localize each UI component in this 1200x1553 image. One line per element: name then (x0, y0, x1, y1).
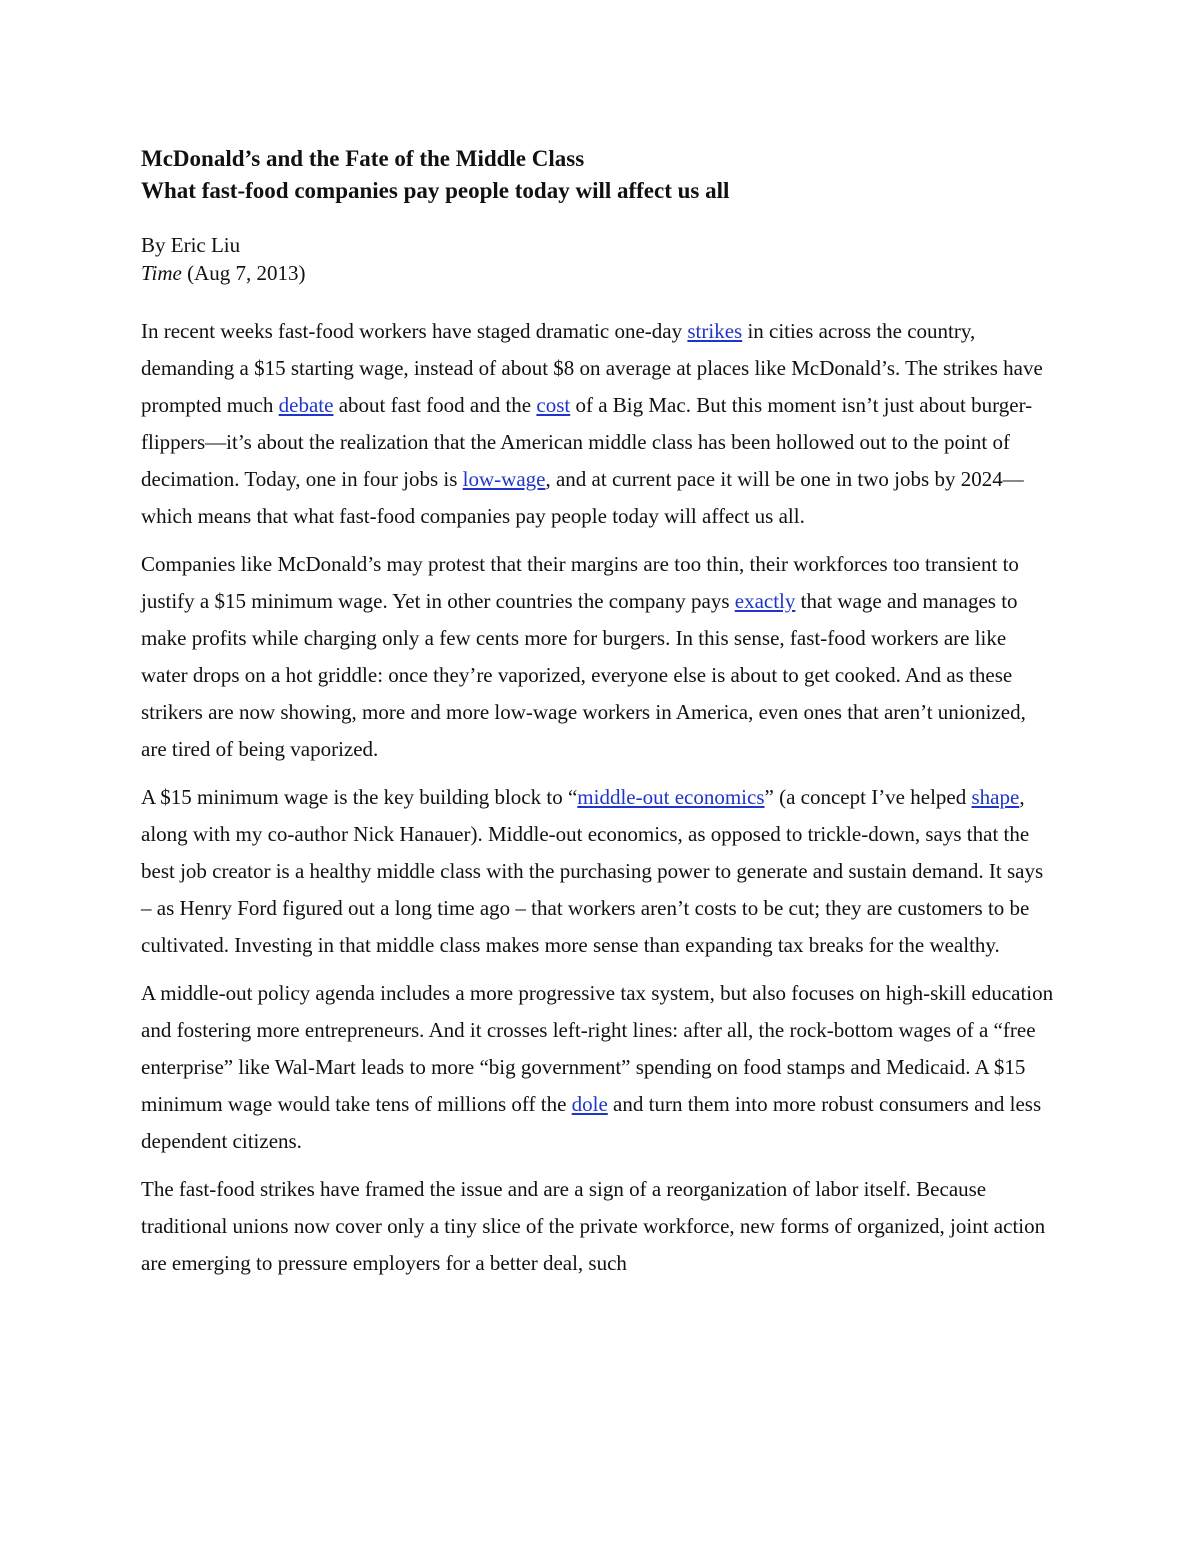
link-exactly[interactable]: exactly (734, 589, 796, 613)
article-body (141, 313, 1061, 1282)
publication-line (141, 259, 1061, 287)
byline-block (141, 231, 1061, 287)
link-debate[interactable]: debate (278, 393, 334, 417)
link-cost[interactable]: cost (536, 393, 571, 417)
paragraph-5 (141, 1171, 1056, 1282)
publication-name: Time (141, 261, 182, 285)
article-subtitle: What fast-food companies pay people today will affect us all (141, 178, 730, 203)
link-shape[interactable]: shape (971, 785, 1020, 809)
paragraph-text: and turn them into more robust consumers and less dependent citizens. (141, 1092, 1042, 1153)
paragraph-text: A middle-out policy agenda includes a more progressive tax system, but also focuses on high-skill education and fostering more entrepreneurs. And it crosses left-right lines: after all, the rock-bottom wages of a “free enterprise” like Wal-Mart leads to more “big government” spending on food stamps and Medicaid. A $15 minimum wage would take tens of millions off the (141, 981, 1054, 1116)
link-dole[interactable]: dole (571, 1092, 608, 1116)
paragraph-text: of a Big Mac. But this moment isn’t just about burger-flippers—it’s about the realization that the American middle class has been hollowed out to the point of decimation. Today, one in four jobs is (141, 393, 1033, 491)
link-low-wage[interactable]: low-wage (462, 467, 546, 491)
article-title: McDonald’s and the Fate of the Middle Class (141, 146, 585, 171)
paragraph-text: , and at current pace it will be one in two jobs by 2024—which means that what fast-food companies pay people today will affect us all. (141, 467, 1024, 528)
link-middle-out-economics[interactable]: middle-out economics (577, 785, 765, 809)
paragraph-text: about fast food and the (333, 393, 537, 417)
paragraph-text: Companies like McDonald’s may protest that their margins are too thin, their workforces too transient to justify a $15 minimum wage. Yet in other countries the company pays (141, 552, 1019, 613)
document-page (141, 143, 1061, 1293)
paragraph-text: in cities across the country, demanding a $15 starting wage, instead of about $8 on average at places like McDonald’s. The strikes have prompted much (141, 319, 1043, 417)
link-strikes[interactable]: strikes (687, 319, 743, 343)
paragraph-text: that wage and manages to make profits while charging only a few cents more for burgers. In this sense, fast-food workers are like water drops on a hot griddle: once they’re vaporized, everyone else is about to get cooked. And as these strikers are now showing, more and more low-wage workers in America, even ones that aren’t unionized, are tired of being vaporized. (141, 589, 1026, 761)
paragraph-1 (141, 313, 1056, 535)
author-line: By Eric Liu (141, 233, 241, 257)
paragraph-text: ” (a concept I’ve helped (764, 785, 972, 809)
paragraph-4 (141, 975, 1056, 1160)
paragraph-text: , along with my co-author Nick Hanauer). Middle-out economics, as opposed to trickle-down, says that the best job creator is a healthy middle class with the purchasing power to generate and sustain demand. It says – as Henry Ford figured out a long time ago – that workers aren’t costs to be cut; they are customers to be cultivated. Investing in that middle class makes more sense than expanding tax breaks for the wealthy. (141, 785, 1044, 957)
paragraph-text: In recent weeks fast-food workers have staged dramatic one-day (141, 319, 688, 343)
paragraph-text: A $15 minimum wage is the key building block to “ (141, 785, 578, 809)
publication-date: (Aug 7, 2013) (187, 261, 306, 285)
paragraph-text: The fast-food strikes have framed the issue and are a sign of a reorganization of labor itself. Because traditional unions now cover only a tiny slice of the private workforce, new forms of organized, joint action are emerging to pressure employers for a better deal, such (141, 1177, 1046, 1275)
paragraph-2 (141, 546, 1056, 768)
paragraph-3 (141, 779, 1056, 964)
